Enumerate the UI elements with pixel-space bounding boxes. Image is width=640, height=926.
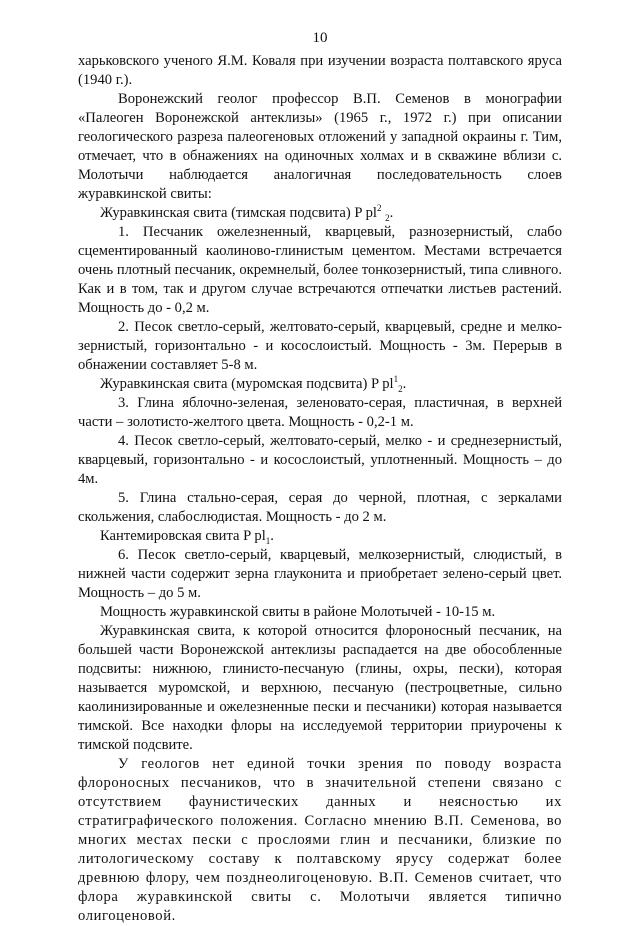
heading-end: . xyxy=(270,528,274,544)
section-heading-kantemirovskaya xyxy=(78,527,562,546)
document-body xyxy=(78,52,562,926)
heading-subscript: 1 xyxy=(265,535,271,546)
heading-text: Журавкинская свита (муромская подсвита) P pl xyxy=(100,376,394,392)
heading-text: Кантемировская свита P pl xyxy=(100,528,266,544)
paragraph-intro: харьковского ученого Я.М. Коваля при изучении возраста полтавского яруса (1940 г.). xyxy=(78,53,562,88)
layer-item-5: 5. Глина стально-серая, серая до черной, плотная, с зеркалами скольжения, слабослюдистая. Мощность - до 2 м. xyxy=(78,490,562,525)
heading-superscript: 1 xyxy=(393,374,399,385)
page-number: 10 xyxy=(312,30,328,46)
heading-subscript: 2 xyxy=(398,383,403,394)
heading-superscript: 2 xyxy=(376,203,382,214)
paragraph-semenov: Воронежский геолог профессор В.П. Семенов в монографии «Палеоген Воронежской антеклизы» (1965 г., 1972 г.) при описании геологического разреза палеогеновых отложений у западной окраины г. Тим, отмечает, что в обнажениях на одиночных холмах и в скважине вблизи с. Молотычи наблюдается аналогичная последовательность слоев журавкинской свиты: xyxy=(78,91,562,202)
layer-item-3: 3. Глина яблочно-зеленая, зеленовато-серая, пластичная, в верхней части – золотисто-желтого цвета. Мощность - 0,2-1 м. xyxy=(78,395,562,430)
paragraph-zhuravkinskaya: Журавкинская свита, к которой относится флороносный песчаник, на большей части Воронежской антеклизы распадается на две обособленные подсвиты: нижнюю, глинисто-песчаную (глины, охры, пески), которая называется муромской, и верхнюю, песчаную (пестроцветные, сильно каолинизированные и ожелезненные пески и песчаники) которая называется тимской. Все находки флоры на исследуемой территории приурочены к тимской подсвите. xyxy=(78,623,562,753)
section-heading-muromskaya xyxy=(78,375,562,394)
heading-end: . xyxy=(389,205,394,221)
heading-end: . xyxy=(402,376,407,392)
section-heading-timskaya xyxy=(78,204,562,223)
layer-item-4: 4. Песок светло-серый, желтовато-серый, мелко - и среднезернистый, кварцевый, горизонтально - и косослоистый, уплотненный. Мощность – до 4м. xyxy=(78,433,562,487)
layer-item-2: 2. Песок светло-серый, желтовато-серый, кварцевый, средне и мелко-зернистый, горизонтально - и косослоистый. Мощность - 3м. Перерыв в обнажении составляет 5-8 м. xyxy=(78,319,562,373)
heading-subscript: 2 xyxy=(385,212,390,223)
layer-item-6: 6. Песок светло-серый, кварцевый, мелкозернистый, слюдистый, в нижней части содержит зерна глауконита и приобретает зелено-серый цвет. Мощность – до 5 м. xyxy=(78,547,562,601)
heading-text: Журавкинская свита (тимская подсвита) P pl xyxy=(100,205,377,221)
thickness-summary: Мощность журавкинской свиты в районе Молотычей - 10-15 м. xyxy=(100,604,496,620)
paragraph-age-debate: У геологов нет единой точки зрения по поводу возраста флороносных песчаников, что в значительной степени связано с отсутствием фаунистических данных и неясностью их стратиграфического положения. Согласно мнению В.П. Семенова, во многих местах пески с прослоями глин и песчаники, близкие по литологическому составу к полтавскому ярусу содержат более древнюю флору, чем позднеолигоценовую. В.П. Семенов считает, что флора журавкинской свиты с. Молотычи является типично олигоценовой. xyxy=(78,756,562,924)
layer-item-1: 1. Песчаник ожелезненный, кварцевый, разнозернистый, слабо сцементированный каолиново-глинистым цементом. Местами встречается очень плотный песчаник, окремнелый, более тонкозернистый, типа сливного. Как и в том, так и другом случае встречаются отпечатки листьев растений. Мощность до - 0,2 м. xyxy=(78,224,562,316)
